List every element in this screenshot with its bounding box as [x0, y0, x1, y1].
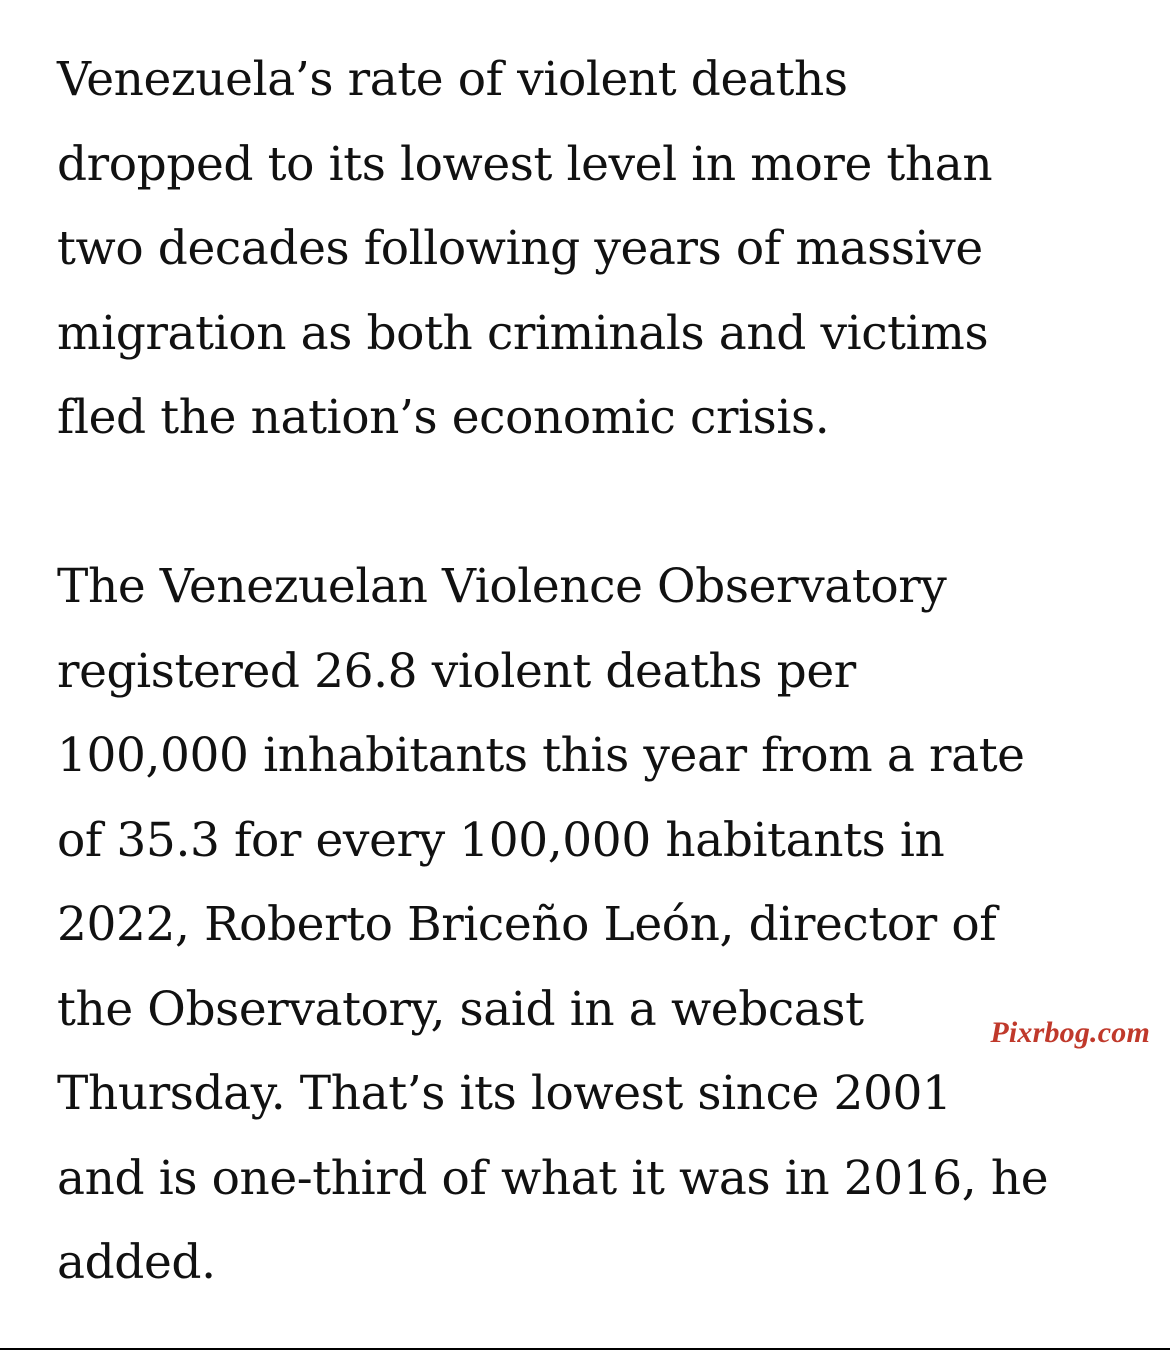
paragraph-line: Thursday. That’s its lowest since 2001: [57, 1066, 952, 1121]
paragraph-line: two decades following years of massive: [57, 221, 983, 276]
paragraph-line: the Observatory, said in a webcast: [57, 981, 864, 1037]
paragraph-line: 2022, Roberto Briceño León, director of: [57, 897, 997, 952]
paragraph-line: added.: [57, 1235, 216, 1290]
paragraph-line: Venezuela’s rate of violent deaths: [57, 52, 848, 107]
watermark-text: Pixrbog.com: [990, 1016, 1150, 1049]
article-body: [57, 38, 1137, 1306]
paragraph-2: [57, 545, 1137, 1306]
paragraph-spacer: [57, 461, 1137, 546]
paragraph-1: [57, 38, 1137, 461]
paragraph-line: of 35.3 for every 100,000 habitants in: [57, 812, 945, 868]
paragraph-line: migration as both criminals and victims: [57, 305, 989, 361]
paragraph-line: dropped to its lowest level in more than: [57, 136, 993, 192]
paragraph-line: and is one-third of what it was in 2016, he: [57, 1150, 1049, 1206]
paragraph-line: 100,000 inhabitants this year from a rate: [57, 728, 1025, 783]
paragraph-line: registered 26.8 violent deaths per: [57, 643, 856, 699]
paragraph-line: fled the nation’s economic crisis.: [57, 390, 830, 445]
paragraph-line: The Venezuelan Violence Observatory: [57, 559, 947, 614]
